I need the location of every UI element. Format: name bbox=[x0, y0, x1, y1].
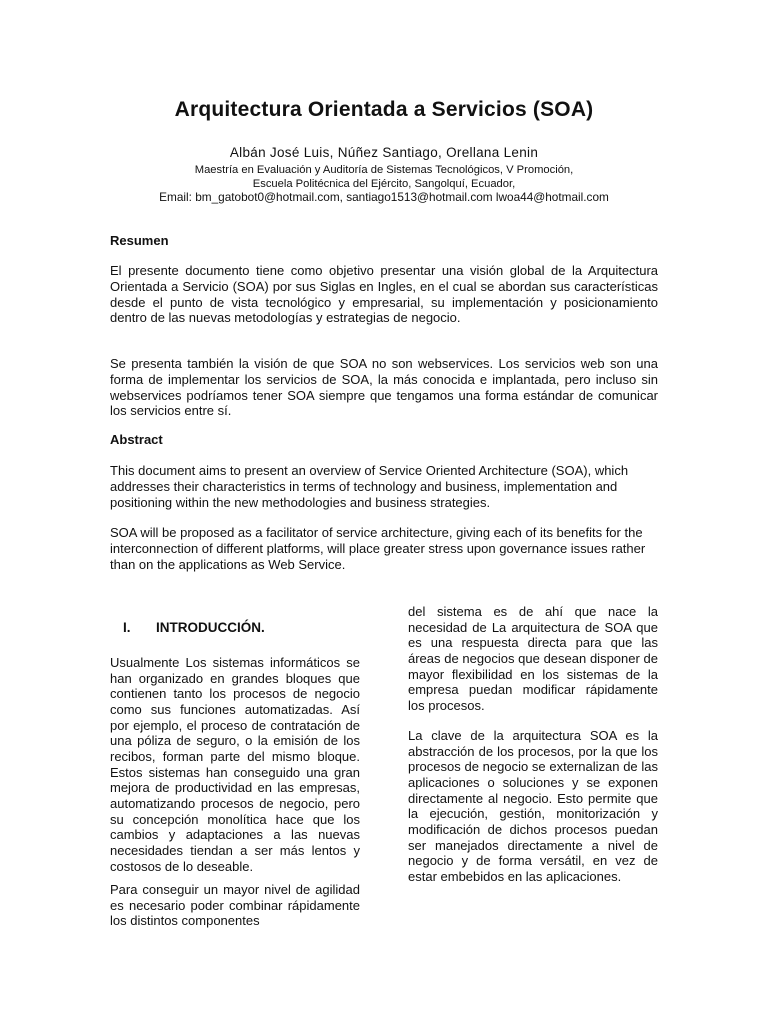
abstract-paragraph-2: SOA will be proposed as a facilitator of service architecture, giving each of its benefits for the interconnection of different platforms, will place greater stress upon governance issues rather than on the applications as Web Service. bbox=[110, 525, 646, 572]
intro-left-paragraph-2: Para conseguir un mayor nivel de agilidad es necesario poder combinar rápidamente los distintos componentes bbox=[110, 882, 360, 929]
paper-authors: Albán José Luis, Núñez Santiago, Orellana Lenin bbox=[229, 145, 539, 160]
abstract-heading: Abstract bbox=[110, 432, 163, 447]
section-title: INTRODUCCIÓN. bbox=[156, 620, 265, 635]
section-heading-introduccion bbox=[123, 620, 265, 635]
intro-left-paragraph-1: Usualmente Los sistemas informáticos se han organizado en grandes bloques que contienen tanto los procesos de negocio como sus funciones automatizadas. Así por ejemplo, el proceso de contratación de una póliza de seguro, o la emisión de los recibos, forman parte del mismo bloque. Estos sistemas han conseguido una gran mejora de productividad en las empresas, automatizando procesos de negocio, pero su concepción monolítica hace que los cambios y adaptaciones a las nuevas necesidades tiendan a ser más lentos y costosos de lo deseable. bbox=[110, 655, 360, 874]
paper-title: Arquitectura Orientada a Servicios (SOA) bbox=[174, 98, 594, 121]
affiliation-line-2: Escuela Politécnica del Ejército, Sangolquí, Ecuador, bbox=[252, 178, 516, 190]
resumen-paragraph-2: Se presenta también la visión de que SOA no son webservices. Los servicios web son una forma de implementar los servicios de SOA, la más conocida e implantada, pero incluso sin webservices podríamos tener SOA siempre que tengamos una forma estándar de comunicar los servicios entre sí. bbox=[110, 356, 658, 419]
affiliation-line-1: Maestría en Evaluación y Auditoría de Sistemas Tecnológicos, V Promoción, bbox=[194, 164, 574, 176]
section-number: I. bbox=[123, 620, 131, 635]
resumen-paragraph-1: El presente documento tiene como objetivo presentar una visión global de la Arquitectura Orientada a Servicio (SOA) por sus Siglas en Ingles, en el cual se abordan sus características desde el punto de vista tecnológico y empresarial, su implementación y posicionamiento dentro de las nuevas metodologías y estrategias de negocio. bbox=[110, 263, 658, 326]
resumen-heading: Resumen bbox=[110, 233, 169, 248]
author-emails: Email: bm_gatobot0@hotmail.com, santiago1513@hotmail.com lwoa44@hotmail.com bbox=[159, 190, 609, 204]
intro-right-paragraph-2: La clave de la arquitectura SOA es la abstracción de los procesos, por la que los procesos de negocio se externalizan de las aplicaciones o soluciones y se exponen directamente al negocio. Esto permite que la ejecución, gestión, monitorización y modificación de dichos procesos puedan ser manejados directamente a nivel de negocio y de forma versátil, en vez de estar embebidos en las aplicaciones. bbox=[408, 728, 658, 884]
intro-right-paragraph-1: del sistema es de ahí que nace la necesidad de La arquitectura de SOA que es una respuesta directa para que las áreas de negocios que desean disponer de mayor flexibilidad en los sistemas de la empresa puedan modificar rápidamente los procesos. bbox=[408, 604, 658, 713]
abstract-paragraph-1: This document aims to present an overview of Service Oriented Architecture (SOA), which addresses their characteristics in terms of technology and business, implementation and positioning within the new methodologies and business strategies. bbox=[110, 463, 629, 510]
